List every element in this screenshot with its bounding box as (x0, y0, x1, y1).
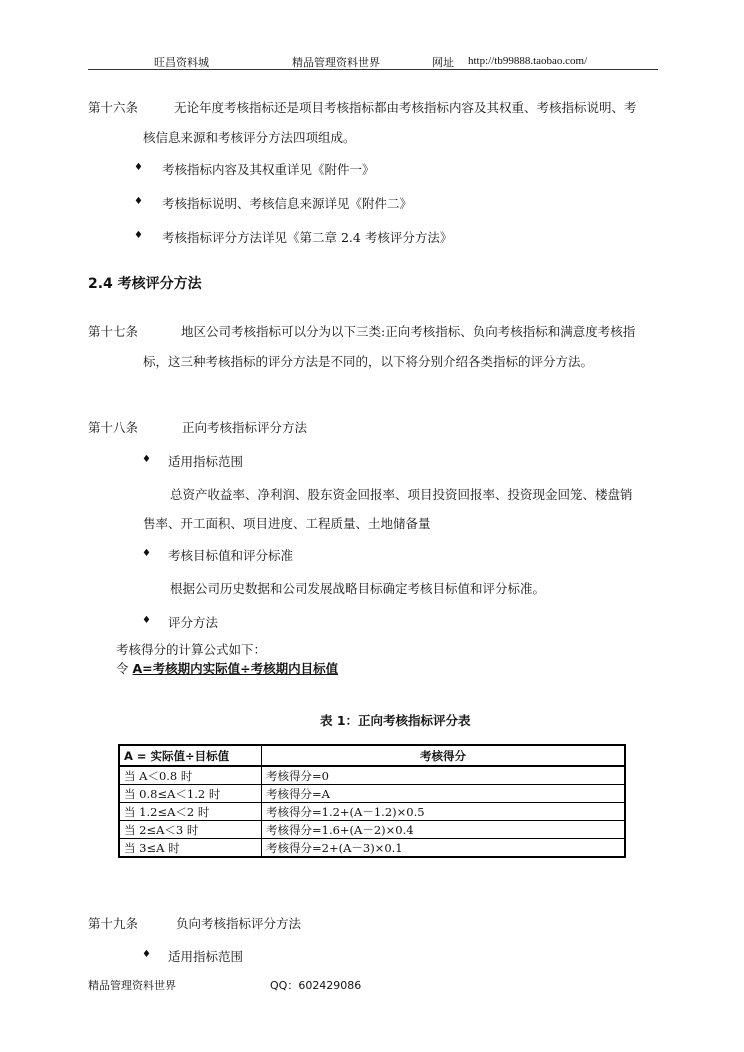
article-16-line-2: 核信息来源和考核评分方法四项组成。 (143, 130, 356, 145)
article-16-label: 第十六条 (88, 100, 139, 115)
article-18-bullet-3: 评分方法 (168, 615, 219, 630)
article-18-target-text: 根据公司历史数据和公司发展战略目标确定考核目标值和评分标准。 (170, 581, 546, 596)
section-heading: 2.4 考核评分方法 (88, 276, 202, 292)
article-17-line-1: 地区公司考核指标可以分为以下三类:正向考核指标、负向考核指标和满意度考核指 (181, 324, 636, 339)
bullet-icon: ♦ (134, 196, 143, 207)
article-19-bullet-1: 适用指标范围 (168, 949, 244, 964)
table-cell-score: 考核得分=0 (262, 766, 626, 785)
article-19-title: 负向考核指标评分方法 (176, 916, 302, 931)
article-16-bullet-3: 考核指标评分方法详见《第二章 2.4 考核评分方法》 (162, 230, 453, 245)
table-row (119, 766, 625, 785)
formula-line (116, 659, 338, 677)
table-caption: 表 1：正向考核指标评分表 (320, 713, 471, 728)
article-16-bullet-2: 考核指标说明、考核信息来源详见《附件二》 (162, 196, 413, 211)
table-header-row (119, 745, 625, 766)
article-18-bullet-1: 适用指标范围 (168, 454, 244, 469)
table-cell-condition: 当 1.2≤A＜2 时 (119, 803, 262, 821)
table-row (119, 839, 625, 858)
footer-qq: QQ：602429086 (270, 979, 362, 992)
table-row (119, 803, 625, 821)
table-cell-condition: 当 A＜0.8 时 (119, 766, 262, 785)
article-16-bullet-1: 考核指标内容及其权重详见《附件一》 (162, 162, 375, 177)
header-divider (88, 69, 658, 70)
article-18-bullet-2: 考核目标值和评分标准 (168, 548, 294, 563)
bullet-icon: ♦ (142, 615, 151, 626)
column-header-ratio: A = 实际值÷目标值 (119, 745, 262, 766)
formula-definition: A=考核期内实际值÷考核期内目标值 (132, 661, 339, 676)
formula-intro: 考核得分的计算公式如下： (116, 642, 267, 657)
table-cell-condition: 当 3≤A 时 (119, 839, 262, 858)
formula-prefix: 令 (116, 661, 133, 676)
table-cell-condition: 当 2≤A＜3 时 (119, 821, 262, 839)
article-17-label: 第十七条 (88, 324, 139, 339)
table-cell-score: 考核得分=1.6+(A－2)×0.4 (262, 821, 626, 839)
footer-title: 精品管理资料世界 (88, 979, 176, 992)
table-cell-score: 考核得分=2+(A－3)×0.1 (262, 839, 626, 858)
article-16-line-1: 无论年度考核指标还是项目考核指标都由考核指标内容及其权重、考核指标说明、考 (174, 100, 637, 115)
bullet-icon: ♦ (142, 949, 151, 960)
bullet-icon: ♦ (142, 548, 151, 559)
table-cell-score: 考核得分=1.2+(A－1.2)×0.5 (262, 803, 626, 821)
header-url-label: 网址 (432, 56, 454, 69)
table-cell-score: 考核得分=A (262, 785, 626, 803)
table-cell-condition: 当 0.8≤A＜1.2 时 (119, 785, 262, 803)
table-row (119, 821, 625, 839)
bullet-icon: ♦ (134, 162, 143, 173)
bullet-icon: ♦ (142, 454, 151, 465)
bullet-icon: ♦ (134, 230, 143, 241)
article-19-label: 第十九条 (88, 916, 139, 931)
header-source: 旺昌资料城 (154, 56, 209, 69)
score-table (118, 744, 626, 858)
article-18-scope-line-1: 总资产收益率、净利润、股东资金回报率、项目投资回报率、投资现金回笼、楼盘销 (170, 487, 633, 502)
article-18-label: 第十八条 (88, 420, 139, 435)
header-title: 精品管理资料世界 (292, 56, 380, 69)
header-url[interactable]: http://tb99888.taobao.com/ (468, 55, 588, 67)
table-row (119, 785, 625, 803)
article-18-scope-line-2: 售率、开工面积、项目进度、工程质量、土地储备量 (143, 516, 431, 531)
article-18-title: 正向考核指标评分方法 (182, 420, 308, 435)
column-header-score: 考核得分 (262, 745, 626, 766)
article-17-line-2: 标，这三种考核指标的评分方法是不同的，以下将分别介绍各类指标的评分方法。 (143, 354, 594, 369)
